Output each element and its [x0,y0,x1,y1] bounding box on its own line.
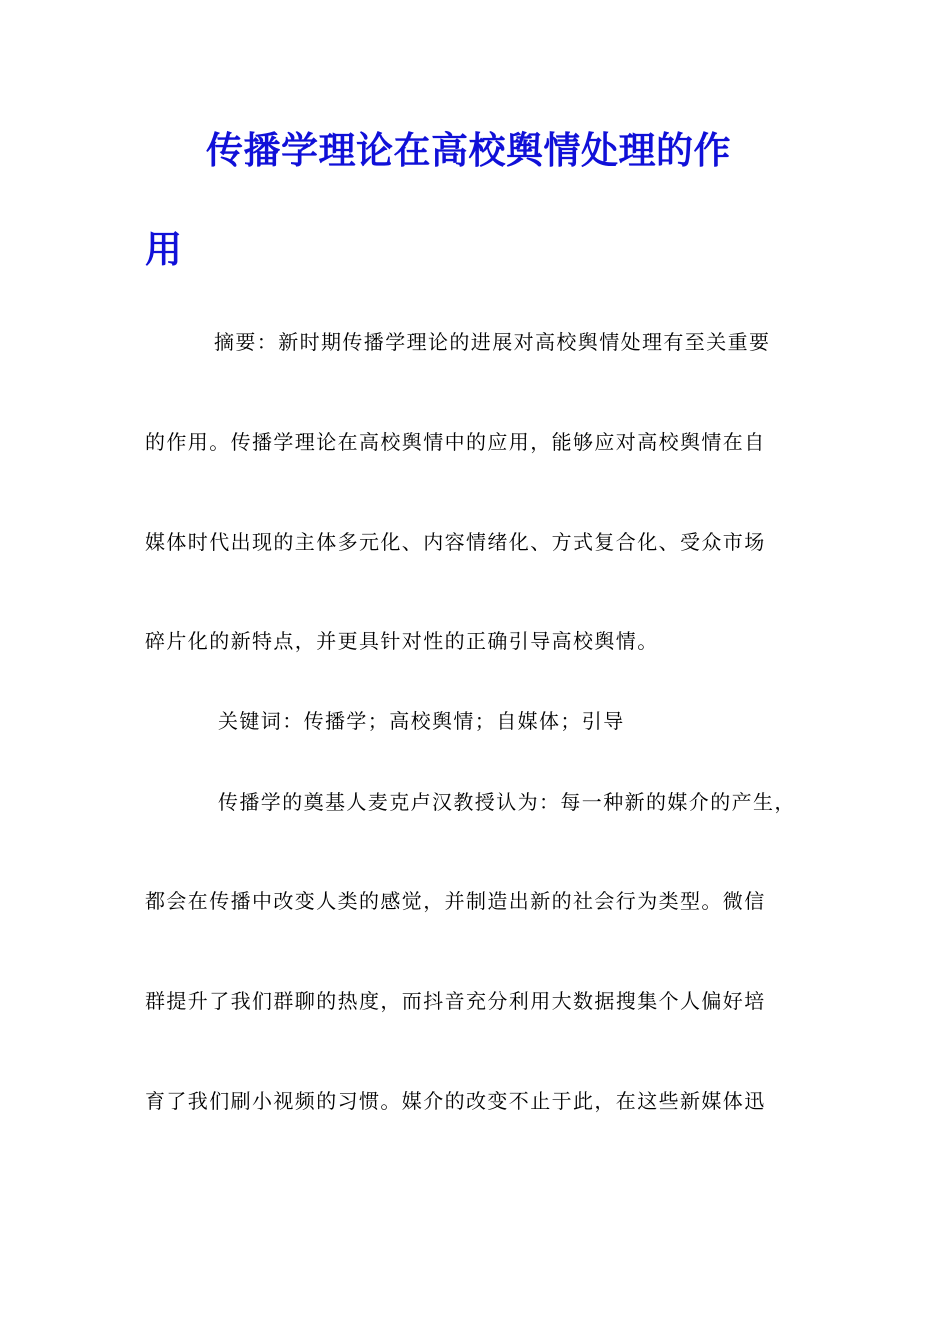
abstract-line-1: 摘要：新时期传播学理论的进展对高校舆情处理有至关重要 [214,330,771,354]
body-line-3: 群提升了我们群聊的热度，而抖音充分利用大数据搜集个人偏好培 [145,989,766,1013]
body-line-1: 传播学的奠基人麦克卢汉教授认为：每一种新的媒介的产生， [218,790,796,814]
abstract-line-2: 的作用。传播学理论在高校舆情中的应用，能够应对高校舆情在自 [145,430,766,454]
body-line-4: 育了我们刷小视频的习惯。媒介的改变不止于此，在这些新媒体迅 [145,1089,766,1113]
body-line-2: 都会在传播中改变人类的感觉，并制造出新的社会行为类型。微信 [145,889,766,913]
document-title-line-1: 传播学理论在高校舆情处理的作 [206,128,731,172]
abstract-line-4: 碎片化的新特点，并更具针对性的正确引导高校舆情。 [145,629,659,653]
document-title-line-2: 用 [145,227,183,271]
keywords-line: 关键词：传播学；高校舆情；自媒体；引导 [218,709,625,733]
abstract-line-3: 媒体时代出现的主体多元化、内容情绪化、方式复合化、受众市场 [145,530,766,554]
